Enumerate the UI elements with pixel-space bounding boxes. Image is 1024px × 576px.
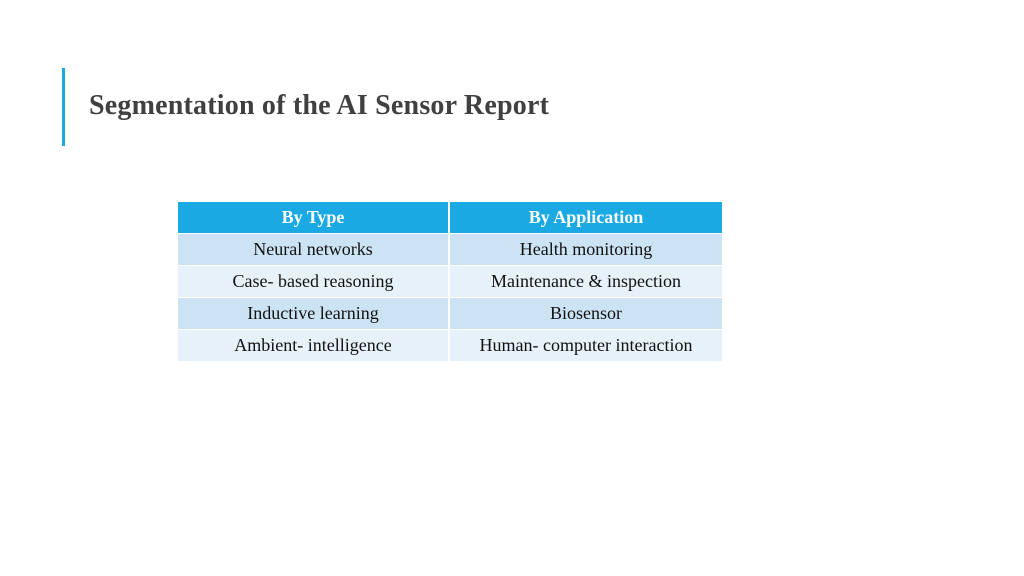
application-cell: Maintenance & inspection [449, 266, 722, 298]
table-row [178, 330, 722, 362]
application-cell: Health monitoring [449, 234, 722, 266]
table-row [178, 266, 722, 298]
type-cell: Inductive learning [178, 298, 449, 330]
table-row [178, 298, 722, 330]
table-header-row [178, 202, 722, 234]
header-by-type: By Type [178, 202, 449, 234]
slide-title: Segmentation of the AI Sensor Report [89, 90, 550, 121]
table-row [178, 234, 722, 266]
type-cell: Neural networks [178, 234, 449, 266]
type-cell: Ambient- intelligence [178, 330, 449, 362]
segmentation-table [178, 202, 722, 362]
application-cell: Human- computer interaction [449, 330, 722, 362]
header-by-application: By Application [449, 202, 722, 234]
title-accent-bar [62, 68, 65, 146]
application-cell: Biosensor [449, 298, 722, 330]
type-cell: Case- based reasoning [178, 266, 449, 298]
